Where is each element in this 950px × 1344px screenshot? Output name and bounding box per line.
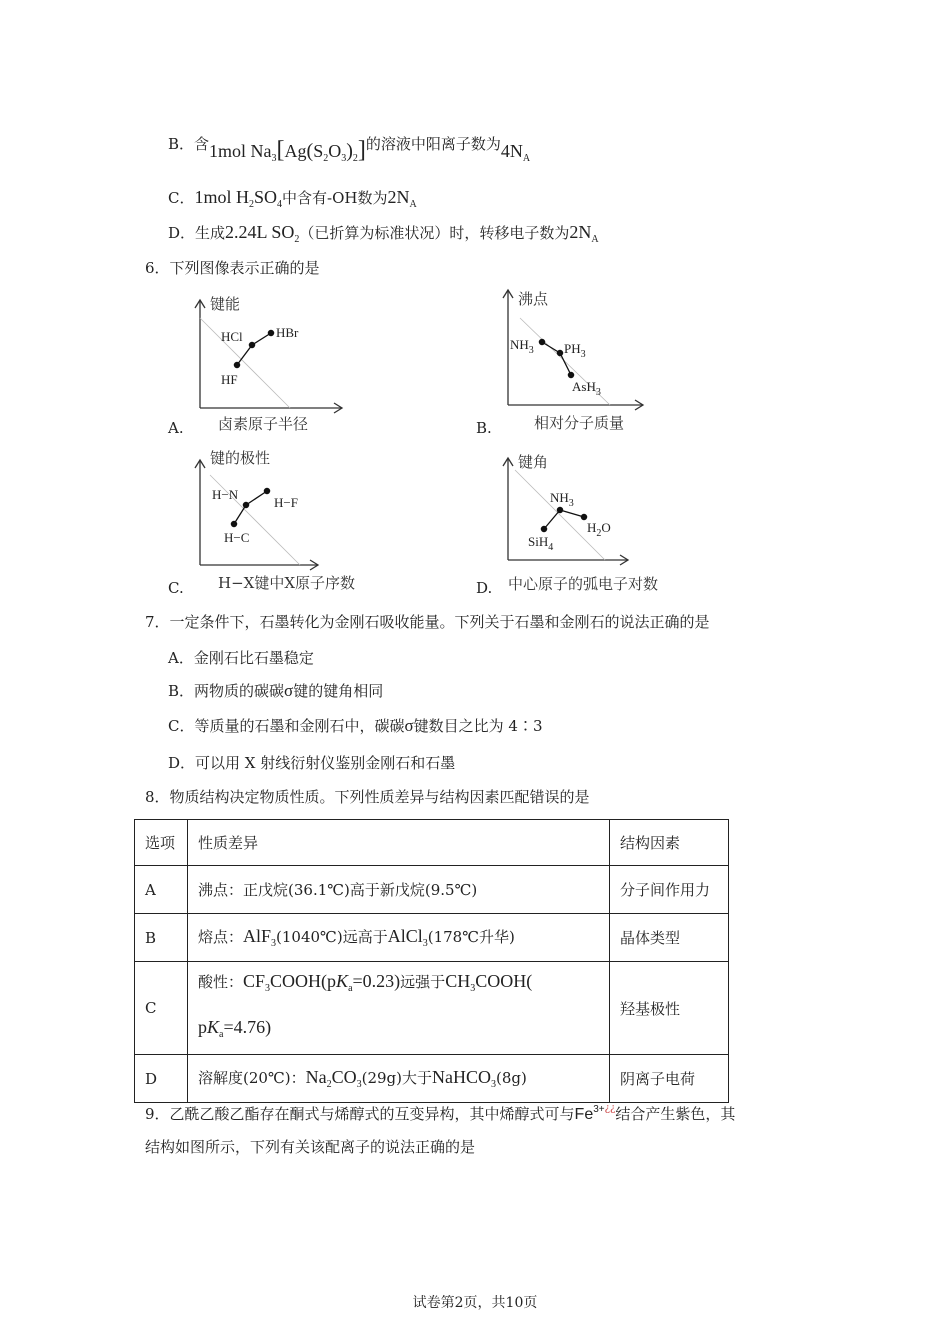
- chartB-point-PH3: [557, 350, 562, 355]
- q8-table: [134, 819, 729, 1103]
- chartA-option: A.: [168, 419, 184, 437]
- q8-stem: 8．物质结构决定物质性质。下列性质差异与结构因素匹配错误的是: [145, 788, 590, 806]
- chartA-point-HF: [234, 362, 239, 367]
- chartB-point-AsH3: [568, 372, 573, 377]
- q7-option-c: C．等质量的石墨和金刚石中，碳碳σ键数目之比为 4∶3: [168, 716, 543, 735]
- q9-line1: 9．乙酰乙酸乙酯存在酮式与烯醇式的互变异构，其中烯醇式可与$Fe^{3+¿¿}$结合产生紫色，其: [145, 1103, 736, 1123]
- q5-option-c: C．1mol $H_2SO_4$中含有-OH数为$2N_A$: [168, 187, 417, 210]
- chartD-ylabel: 键角: [518, 453, 549, 471]
- chartA-label-HBr: HBr: [276, 325, 299, 340]
- table-row: A 沸点：正戊烷(36.1℃)高于新戊烷(9.5℃) 分子间作用力: [135, 866, 729, 914]
- q6-stem: 6．下列图像表示正确的是: [145, 259, 320, 277]
- q7-option-a: A．金刚石比石墨稳定: [168, 649, 314, 667]
- q9-line2: 结构如图所示，下列有关该配离子的说法正确的是: [145, 1138, 476, 1156]
- header-option: 选项: [135, 820, 188, 866]
- chartB-label-PH3: $PH_3$: [564, 341, 586, 360]
- chartC-point-HC: [231, 521, 236, 526]
- page-footer: 试卷第2页，共10页: [412, 1295, 538, 1311]
- chartC-label-HN: H−N: [212, 487, 239, 502]
- chartA-ylabel: 键能: [210, 295, 241, 313]
- table-row: D 溶解度(20℃)：$Na_2CO_3(29g)$大于NaHCO$_3$(8g) 阴离子电荷: [135, 1055, 729, 1103]
- chartA-point-HBr: [268, 330, 273, 335]
- chartC-option: C.: [168, 579, 184, 597]
- chartA-label-HF: HF: [221, 372, 238, 387]
- table-row: B 熔点：AlF$_3$(1040℃)远高于AlCl$_3$(178℃升华) 晶体类型: [135, 914, 729, 962]
- chartC-point-HF: [264, 488, 269, 493]
- q7-option-b: B．两物质的碳碳σ键的键角相同: [168, 681, 384, 700]
- header-factor: 结构因素: [610, 820, 729, 866]
- chartC-xlabel: H−X键中X原子序数: [218, 574, 356, 592]
- chartA-label-HCl: HCl: [221, 329, 243, 344]
- chartD-point-H2O: [581, 514, 586, 519]
- chartA-point-HCl: [249, 342, 254, 347]
- q6-charts: [0, 0, 950, 620]
- chartC-label-HC: H−C: [224, 530, 250, 545]
- chartB-xlabel: 相对分子质量: [534, 414, 625, 432]
- q5-option-b: B．含1mol $Na_3[Ag(S_2O_3)_2]$的溶液中阳离子数为$4N_A$: [168, 135, 531, 164]
- chartD-point-SiH4: [541, 526, 546, 531]
- table-row: C 酸性：$CF_3COOH(pK_a=0.23)$远强于$CH_3COOH$( $pK_a=4.76$) 羟基极性: [135, 962, 729, 1055]
- chartD-label-SiH4: SiH$_4$: [528, 534, 554, 553]
- chartB-label-NH3: $NH_3$: [510, 337, 534, 356]
- chartD-label-H2O: $H_2O$: [587, 520, 611, 539]
- chartD-xlabel: 中心原子的弧电子对数: [508, 575, 659, 593]
- table-header-row: [135, 820, 729, 866]
- chartD-option: D.: [476, 579, 493, 597]
- chartC-ylabel: 键的极性: [210, 449, 271, 467]
- chartB-ylabel: 沸点: [518, 290, 549, 308]
- chartB-point-NH3: [539, 339, 544, 344]
- q7-option-d: D．可以用 X 射线衍射仪鉴别金刚石和石墨: [168, 754, 456, 772]
- chartC-label-HF: H−F: [274, 495, 298, 510]
- chartA-xlabel: 卤素原子半径: [218, 415, 309, 433]
- chartB-option: B.: [476, 419, 492, 437]
- chartB-label-AsH3: AsH$_3$: [572, 379, 601, 398]
- chartC-point-HN: [243, 502, 248, 507]
- header-diff: 性质差异: [188, 820, 610, 866]
- q5-option-d: D．生成2.24L $SO_2$（已折算为标准状况）时，转移电子数为$2N_A$: [168, 222, 599, 245]
- chartD-label-NH3: $NH_3$: [550, 490, 574, 509]
- q7-stem: 7．一定条件下，石墨转化为金刚石吸收能量。下列关于石墨和金刚石的说法正确的是: [145, 613, 710, 631]
